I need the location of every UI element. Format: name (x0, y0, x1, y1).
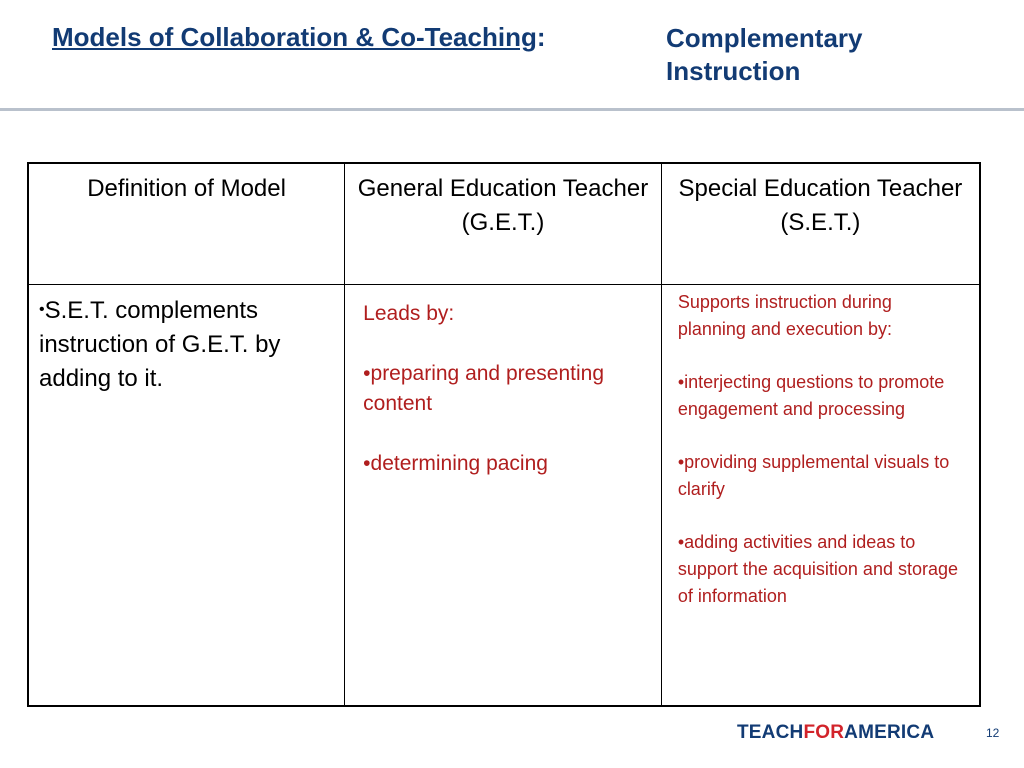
get-item-1: •preparing and presenting content (363, 362, 605, 415)
subtitle-line-1: Complementary (666, 23, 863, 53)
set-item-1: •interjecting questions to promote engagement and processing (677, 372, 945, 419)
title-colon: : (536, 22, 546, 52)
subtitle-line-2: Instruction (666, 56, 801, 86)
header-get: General Education Teacher (G.E.T.) (345, 163, 662, 285)
header-definition: Definition of Model (28, 163, 345, 285)
title-divider (0, 108, 1024, 111)
definition-text: S.E.T. complements instruction of G.E.T. by adding to it. (39, 297, 281, 392)
set-item-2: •providing supplemental visuals to clarify (677, 452, 950, 499)
logo-part-america: AMERICA (844, 722, 935, 743)
set-item-3: •adding activities and ideas to support the acquisition and storage of information (677, 532, 958, 606)
definition-bullet: • (39, 301, 45, 318)
get-cell (345, 285, 662, 707)
definition-cell (28, 285, 345, 707)
logo-part-for: FOR (803, 722, 845, 743)
title-link[interactable]: Models of Collaboration & Co-Teaching (52, 22, 537, 52)
header-set: Special Education Teacher (S.E.T.) (661, 163, 980, 285)
co-teaching-model-table (27, 162, 981, 707)
get-intro: Leads by: (363, 302, 455, 325)
teach-for-america-logo (737, 722, 934, 744)
table-header-row (28, 163, 980, 285)
set-cell (661, 285, 980, 707)
slide-title (52, 22, 546, 53)
get-item-2: •determining pacing (363, 452, 548, 475)
table-body-row (28, 285, 980, 707)
set-intro: Supports instruction during planning and execution by: (677, 292, 892, 339)
page-number: 12 (986, 726, 1000, 740)
logo-part-teach: TEACH (737, 722, 804, 743)
slide-subtitle (666, 22, 966, 88)
